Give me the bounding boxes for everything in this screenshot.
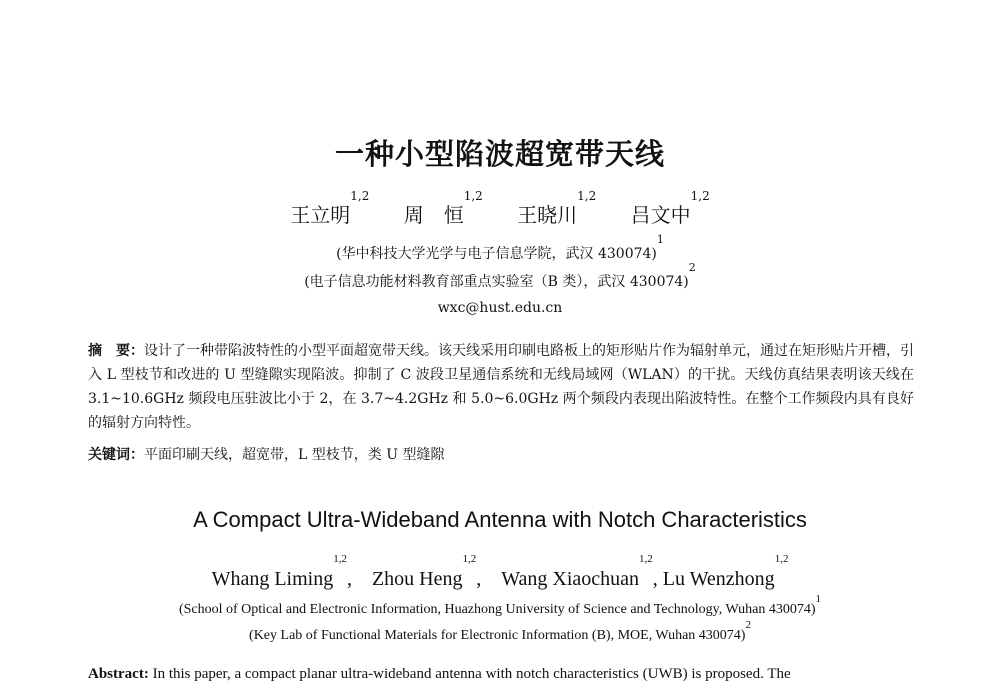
keywords-text: 平面印刷天线，超宽带，L 型枝节，类 U 型缝隙 <box>144 447 445 463</box>
english-affiliation-2: (Key Lab of Functional Materials for Electronic Information (B), MOE, Wuhan 430074)$^2$ <box>249 619 751 643</box>
author: 王晓川$^{1,2}$ <box>517 189 597 227</box>
author-email: wxc@hust.edu.cn <box>437 300 563 316</box>
author: 吕文中$^{1,2}$ <box>630 189 710 227</box>
english-affiliation-1: (School of Optical and Electronic Information, Huazhong University of Science and Technology, Wuhan 430074)$^1$ <box>178 593 822 617</box>
abstract-label: Abstract: <box>88 666 149 682</box>
chinese-affiliation-2: (电子信息功能材料教育部重点实验室（B 类），武汉 430074)$^2$ <box>304 261 696 290</box>
author: Lu Wenzhong$^{1,2}$ <box>662 553 789 590</box>
author: 王立明$^{1,2}$ <box>290 189 370 227</box>
keywords-label: 关键词： <box>88 447 144 463</box>
chinese-authors <box>0 189 1000 228</box>
english-authors <box>0 553 1000 591</box>
abstract-label: 摘 要： <box>88 343 144 359</box>
chinese-affiliation-1: (华中科技大学光学与电子信息学院，武汉 430074)$^1$ <box>336 233 664 262</box>
english-abstract <box>88 666 914 683</box>
chinese-keywords <box>88 444 914 464</box>
chinese-abstract <box>88 339 914 435</box>
chinese-title: 一种小型陷波超宽带天线 <box>334 137 665 171</box>
author: Wang Xiaochuan$^{1,2}$, <box>501 553 663 590</box>
abstract-text: In this paper, a compact planar ultra-wideband antenna with notch characteristics (UWB) is proposed. The <box>148 666 791 682</box>
author: 周 恒$^{1,2}$ <box>403 189 483 227</box>
author: Whang Liming$^{1,2}$, <box>211 553 372 590</box>
author: Zhou Heng$^{1,2}$, <box>371 553 502 590</box>
abstract-text: 设计了一种带陷波特性的小型平面超宽带天线。该天线采用印刷电路板上的矩形贴片作为辐射单元，通过在矩形贴片开槽，引入 L 型枝节和改进的 U 型缝隙实现陷波。抑制了 C 波段卫星通信系统和无线局域网（WLAN）的干扰。天线仿真结果表明该天线在 3.1~10.6GHz 频段电压驻波比小于 2，在 3.7~4.2GHz 和 5.0~6.0GHz 两个频段内表现出陷波特性。在整个工作频段内具有良好的辐射方向特性。 <box>88 343 914 431</box>
english-title: A Compact Ultra-Wideband Antenna with Notch Characteristics <box>193 507 807 532</box>
